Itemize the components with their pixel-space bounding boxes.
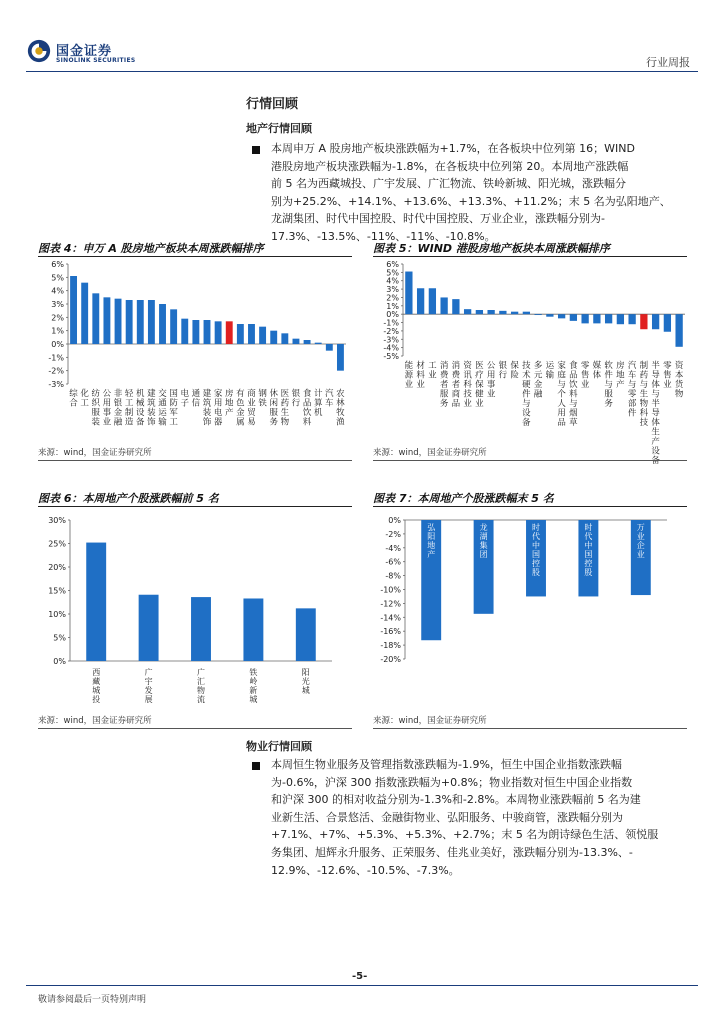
- bar: [139, 595, 159, 661]
- y-tick-label: -2%: [383, 326, 399, 336]
- bar: [581, 314, 588, 323]
- bar: [204, 320, 211, 344]
- bar: [326, 344, 333, 351]
- bar: [281, 333, 288, 344]
- bar: [92, 293, 99, 344]
- category-label: 休闲服务: [269, 389, 278, 428]
- y-tick-label: -20%: [380, 655, 401, 664]
- bar: [499, 311, 506, 314]
- category-label: 制药与生物科技: [639, 361, 649, 428]
- y-tick-label: 3%: [386, 285, 399, 295]
- paragraph-line: 别为+25.2%、+14.1%、+13.6%、+13.3%、+11.2%；末 5 名为弘阳地产、: [271, 194, 671, 208]
- bar: [628, 314, 635, 324]
- category-label: 公用事业: [102, 389, 112, 428]
- paragraph-line: 本周恒生物业服务及管理指数涨跌幅为-1.9%，恒生中国企业指数涨跌幅: [271, 758, 622, 771]
- y-tick-label: 0%: [53, 657, 66, 666]
- bar: [593, 314, 600, 323]
- y-tick-label: -6%: [385, 557, 401, 567]
- category-label: 软件与服务: [604, 361, 613, 409]
- figure-7-rule: [373, 506, 687, 507]
- category-label: 零售业: [580, 361, 590, 390]
- chart-fig4: [36, 258, 354, 448]
- bar: [440, 297, 447, 314]
- category-label: 工业: [428, 361, 437, 381]
- y-tick-label: 5%: [51, 273, 64, 283]
- category-label: 消费者商品: [451, 361, 461, 409]
- paragraph-service: [271, 756, 691, 879]
- bar: [315, 343, 322, 344]
- paragraph-line: 和沪深 300 的相对收益分别为-1.3%和-2.8%。本周物业涨跌幅前 5 名为建: [271, 793, 641, 807]
- bar: [675, 314, 682, 347]
- figure-7-source: 来源：wind，国金证券研究所: [373, 716, 487, 726]
- figure-6-title: 图表 6：本周地产个股涨跌幅前 5 名: [38, 492, 219, 505]
- figure-4-rule: [38, 256, 352, 257]
- category-label: 银行: [498, 361, 508, 381]
- bar: [137, 300, 144, 344]
- figure-5-rule: [373, 256, 687, 257]
- category-label: 化工: [80, 389, 89, 409]
- y-tick-label: 4%: [51, 286, 64, 296]
- category-label: 多元金融: [533, 361, 543, 400]
- bar: [570, 314, 577, 321]
- category-label: 商业贸易: [247, 389, 256, 428]
- bar: [640, 314, 647, 329]
- category-label: 半导体与半导体生产设备: [651, 361, 660, 466]
- y-tick-label: 5%: [53, 633, 66, 643]
- paragraph-line: 业新生活、合景悠活、金融街物业、弘阳服务、中骏商管，涨跌幅分别为: [271, 810, 623, 824]
- figure-4-title: 图表 4：申万 A 股房地产板块本周涨跌幅排序: [38, 242, 264, 255]
- category-label: 能源业: [404, 361, 414, 390]
- bar: [405, 272, 412, 315]
- paragraph-line: 本周申万 A 股房地产板块涨跌幅为+1.7%，在各板块中位列第 16；WIND: [271, 142, 635, 155]
- y-tick-label: -1%: [48, 353, 64, 363]
- bar: [511, 312, 518, 315]
- category-label: 汽车: [325, 389, 334, 409]
- figure-7-source-rule: [373, 728, 687, 729]
- y-tick-label: -5%: [383, 352, 399, 361]
- y-tick-label: 25%: [48, 539, 66, 549]
- bar: [546, 314, 553, 317]
- category-label: 消费者服务: [439, 361, 449, 409]
- paragraph-line: +7.1%、+7%、+5.3%、+5.3%、+2.7%；末 5 名为朗诗绿色生活、领悦服: [271, 828, 659, 842]
- bar: [296, 608, 316, 661]
- category-label: 运输: [545, 361, 555, 381]
- category-label: 技术硬件与设备: [522, 361, 531, 428]
- y-tick-label: -16%: [380, 627, 401, 637]
- header-divider: [26, 71, 698, 72]
- bar: [170, 309, 177, 344]
- figure-6-rule: [38, 506, 352, 507]
- category-label: 计算机: [313, 389, 323, 418]
- y-tick-label: 6%: [51, 260, 64, 269]
- bar: [270, 331, 277, 344]
- y-tick-label: 15%: [48, 586, 66, 596]
- y-tick-label: -18%: [380, 641, 401, 651]
- figure-5-source: 来源：wind，国金证券研究所: [373, 448, 487, 458]
- figure-4-source-rule: [38, 460, 352, 461]
- bar: [417, 288, 424, 314]
- bar: [226, 321, 233, 344]
- bar: [605, 314, 612, 323]
- y-tick-label: 6%: [386, 260, 399, 269]
- y-tick-label: -10%: [380, 585, 401, 595]
- y-tick-label: 5%: [386, 268, 399, 278]
- category-label: 时代中国控股: [584, 523, 593, 577]
- paragraph-line: 港股房地产板块涨跌幅为-1.8%，在各板块中位列第 20。本周地产涨跌幅: [271, 159, 629, 173]
- bar: [259, 327, 266, 344]
- bar: [70, 276, 77, 344]
- bar: [103, 297, 110, 344]
- category-label: 铁岭新城: [249, 668, 258, 704]
- category-label: 房地产: [224, 389, 234, 418]
- y-tick-label: 0%: [388, 516, 401, 525]
- bar: [81, 283, 88, 344]
- bullet-icon: [252, 762, 260, 770]
- category-label: 农林牧渔: [336, 389, 345, 428]
- bar: [243, 598, 263, 661]
- bar: [476, 310, 483, 314]
- y-tick-label: -12%: [380, 599, 401, 609]
- logo-text-en: SINOLINK SECURITIES: [56, 57, 136, 64]
- y-tick-label: 2%: [51, 313, 64, 323]
- bar: [192, 320, 199, 344]
- figure-5-title: 图表 5：WIND 港股房地产板块本周涨跌幅排序: [373, 242, 610, 255]
- category-label: 综合: [69, 389, 78, 409]
- category-label: 家用电器: [213, 389, 223, 428]
- category-label: 媒体: [592, 361, 602, 381]
- y-tick-label: -2%: [385, 529, 401, 539]
- bar: [293, 339, 300, 344]
- bar: [159, 304, 166, 344]
- footer-disclaimer: 敬请参阅最后一页特别声明: [38, 995, 147, 1005]
- y-tick-label: -14%: [380, 613, 401, 623]
- bar: [452, 299, 459, 314]
- bar: [191, 597, 211, 661]
- y-tick-label: 1%: [386, 301, 399, 311]
- category-label: 汽车与零部件: [627, 361, 637, 419]
- paragraph-line: 17.3%、-13.5%、-11%、-11%、-10.8%。: [271, 229, 496, 243]
- category-label: 万业企业: [636, 523, 645, 559]
- bar: [86, 543, 106, 661]
- bar: [148, 300, 155, 344]
- bullet-icon: [252, 146, 260, 154]
- category-label: 非银金融: [113, 389, 123, 428]
- y-tick-label: 4%: [386, 276, 399, 286]
- bar: [215, 321, 222, 344]
- category-label: 医药生物: [280, 389, 290, 428]
- category-label: 通信: [191, 389, 201, 409]
- y-tick-label: 1%: [51, 326, 64, 336]
- logo-text-cn: 国金证券: [56, 44, 113, 59]
- y-tick-label: -4%: [385, 543, 401, 553]
- category-label: 西藏城投: [92, 668, 101, 704]
- logo-icon: [26, 38, 52, 64]
- paragraph-property: [271, 140, 691, 246]
- category-label: 资本货物: [674, 361, 684, 400]
- paragraph-line: 务集团、旭辉永升服务、正荣服务、佳兆业美好，涨跌幅分别为-13.3%、-: [271, 845, 633, 859]
- chart-fig7: [371, 510, 689, 710]
- category-label: 阳光城: [301, 668, 310, 695]
- category-label: 轻工制造: [124, 389, 134, 428]
- y-tick-label: 20%: [48, 563, 66, 572]
- y-tick-label: -3%: [48, 380, 64, 389]
- section-title: 行情回顾: [246, 97, 299, 112]
- bar: [617, 314, 624, 324]
- figure-6-source-rule: [38, 728, 352, 729]
- bar: [487, 310, 494, 314]
- subsection-title-service: 物业行情回顾: [246, 740, 312, 753]
- paragraph-line: 为-0.6%，沪深 300 指数涨跌幅为+0.8%；物业指数对恒生中国企业指数: [271, 775, 633, 789]
- category-label: 电子: [180, 389, 190, 409]
- category-label: 交通运输: [158, 389, 167, 428]
- paragraph-line: 12.9%、-12.6%、-10.5%、-7.3%。: [271, 863, 460, 877]
- page-number: -5-: [352, 971, 368, 982]
- category-label: 有色金属: [236, 389, 245, 428]
- y-tick-label: -4%: [383, 343, 399, 353]
- category-label: 食品饮料与烟草: [569, 361, 578, 428]
- figure-5-source-rule: [373, 460, 687, 461]
- category-label: 建筑装饰: [147, 389, 156, 428]
- bar: [652, 314, 659, 329]
- category-label: 时代中国控股: [532, 523, 540, 577]
- category-label: 广宇发展: [144, 668, 153, 704]
- category-label: 保险: [510, 361, 519, 381]
- category-label: 钢铁: [258, 389, 267, 409]
- category-label: 国防军工: [169, 389, 178, 428]
- bar: [464, 309, 471, 314]
- footer-divider: [26, 985, 698, 986]
- y-tick-label: 3%: [51, 300, 64, 309]
- bar: [429, 288, 436, 314]
- bar: [237, 324, 244, 344]
- bar: [115, 299, 122, 344]
- figure-6-source: 来源：wind，国金证券研究所: [38, 716, 152, 726]
- bar: [126, 300, 133, 344]
- category-label: 房地产: [616, 361, 625, 390]
- category-label: 材料业: [416, 361, 425, 390]
- y-tick-label: -2%: [48, 366, 64, 376]
- category-label: 广汇物流: [197, 668, 205, 704]
- y-tick-label: 2%: [386, 293, 399, 303]
- category-label: 龙湖集团: [479, 523, 488, 559]
- chart-fig6: [36, 510, 354, 710]
- y-tick-label: -3%: [383, 335, 399, 345]
- y-tick-label: 0%: [51, 340, 64, 349]
- category-label: 家庭与个人用品: [557, 361, 566, 428]
- bar: [558, 314, 565, 318]
- category-label: 零售业: [663, 361, 672, 390]
- category-label: 弘阳地产: [427, 523, 436, 559]
- category-label: 食品饮料: [302, 389, 312, 428]
- bar: [337, 344, 344, 371]
- report-type-label: 行业周报: [646, 56, 690, 69]
- figure-7-title: 图表 7：本周地产个股涨跌幅末 5 名: [373, 492, 554, 505]
- bar: [304, 340, 311, 344]
- category-label: 医疗保健业: [475, 361, 484, 409]
- y-tick-label: 10%: [48, 610, 66, 619]
- y-tick-label: -1%: [383, 318, 399, 328]
- category-label: 纺织服装: [91, 389, 101, 428]
- category-label: 资讯科技业: [463, 361, 472, 409]
- y-tick-label: 30%: [48, 516, 66, 525]
- category-label: 公用事业: [486, 361, 496, 400]
- subsection-title-property: 地产行情回顾: [246, 122, 312, 135]
- bar: [181, 319, 188, 344]
- y-tick-label: -8%: [385, 571, 401, 581]
- category-label: 银行: [291, 389, 301, 409]
- paragraph-line: 前 5 名为西藏城投、广宇发展、广汇物流、铁岭新城、阳光城，涨跌幅分: [271, 177, 626, 191]
- bar: [534, 314, 541, 315]
- bar: [523, 312, 530, 315]
- y-tick-label: 0%: [386, 310, 399, 320]
- bar: [248, 324, 255, 344]
- paragraph-line: 龙湖集团、时代中国控股、时代中国控股、万业企业，涨跌幅分别为-: [271, 212, 605, 226]
- bar: [664, 314, 671, 332]
- category-label: 机械设备: [136, 389, 145, 428]
- category-label: 建筑装饰: [202, 389, 212, 428]
- figure-4-source: 来源：wind，国金证券研究所: [38, 448, 152, 458]
